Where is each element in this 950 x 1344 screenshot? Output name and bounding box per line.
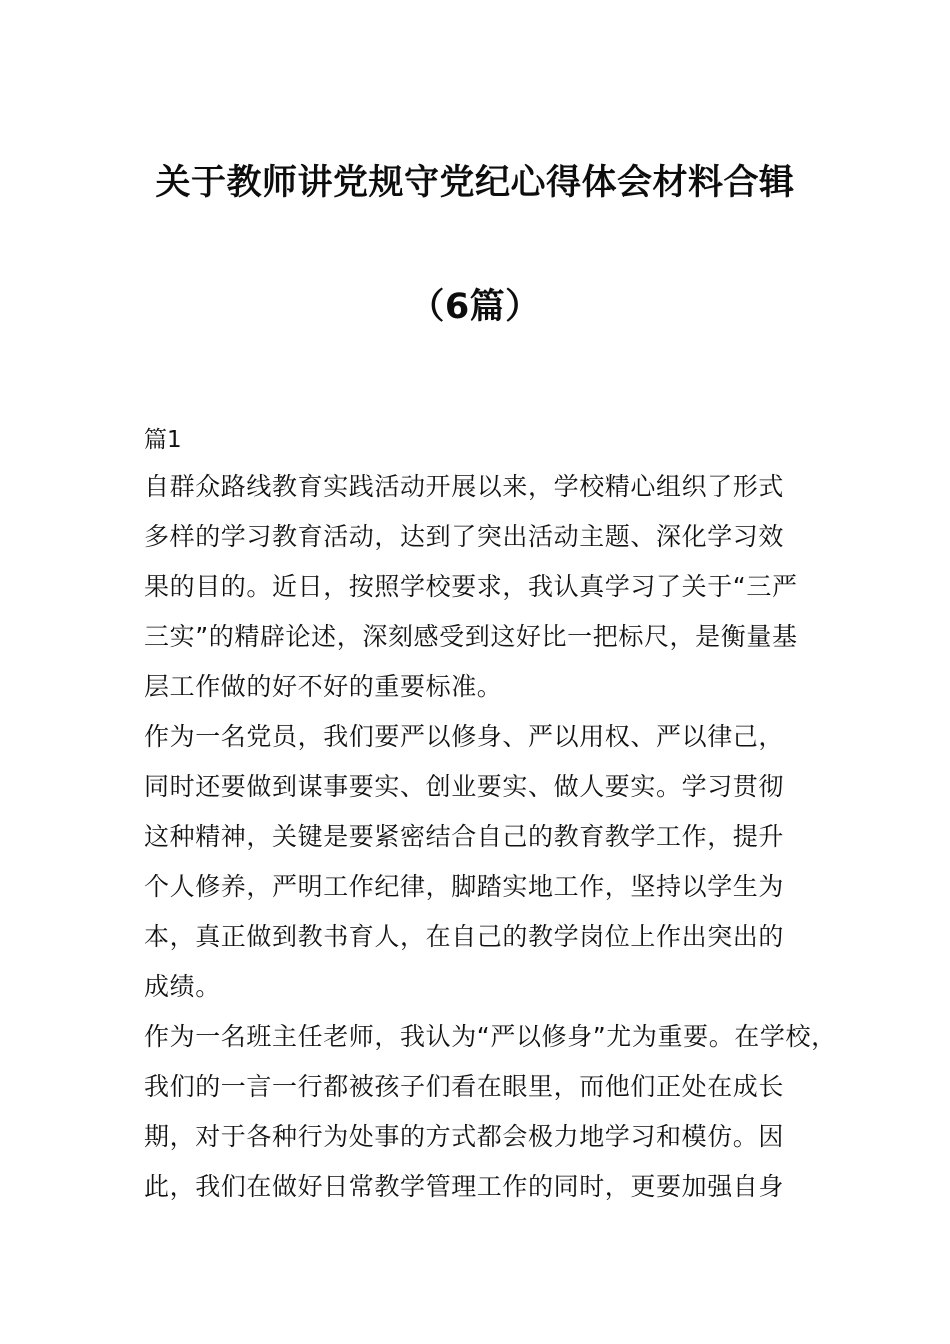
text-line: 多样的学习教育活动，达到了突出活动主题、深化学习效 (144, 522, 785, 551)
text-line: 自群众路线教育实践活动开展以来，学校精心组织了形式 (144, 472, 785, 501)
paragraph-3 (144, 1012, 837, 1212)
paragraph-2 (144, 712, 834, 1012)
text-line: 个人修养，严明工作纪律，脚踏实地工作，坚持以学生为 (144, 872, 785, 901)
text-line: 作为一名班主任老师，我认为“严以修身”尤为重要。在学校， (144, 1022, 837, 1051)
document-subtitle: （6篇） (409, 287, 541, 327)
text-line: 此，我们在做好日常教学管理工作的同时，更要加强自身 (144, 1172, 785, 1201)
text-line: 成绩。 (144, 972, 221, 1001)
text-line: 同时还要做到谋事要实、创业要实、做人要实。学习贯彻 (144, 772, 785, 801)
document-body (144, 418, 837, 1212)
text-line: 果的目的。近日，按照学校要求，我认真学习了关于“三严 (144, 572, 798, 601)
text-line: 期，对于各种行为处事的方式都会极力地学习和模仿。因 (144, 1122, 785, 1151)
text-line: 这种精神，关键是要紧密结合自己的教育教学工作，提升 (144, 822, 785, 851)
paragraph-1 (144, 462, 834, 712)
text-line: 层工作做的好不好的重要标准。 (144, 672, 503, 701)
text-line: 本，真正做到教书育人，在自己的教学岗位上作出突出的 (144, 922, 785, 951)
document-title: 关于教师讲党规守党纪心得体会材料合辑 (155, 163, 795, 203)
section-label: 篇1 (144, 427, 182, 453)
text-line: 我们的一言一行都被孩子们看在眼里，而他们正处在成长 (144, 1072, 785, 1101)
text-line: 作为一名党员，我们要严以修身、严以用权、严以律己， (144, 722, 785, 751)
text-line: 三实”的精辟论述，深刻感受到这好比一把标尺，是衡量基 (144, 622, 798, 651)
